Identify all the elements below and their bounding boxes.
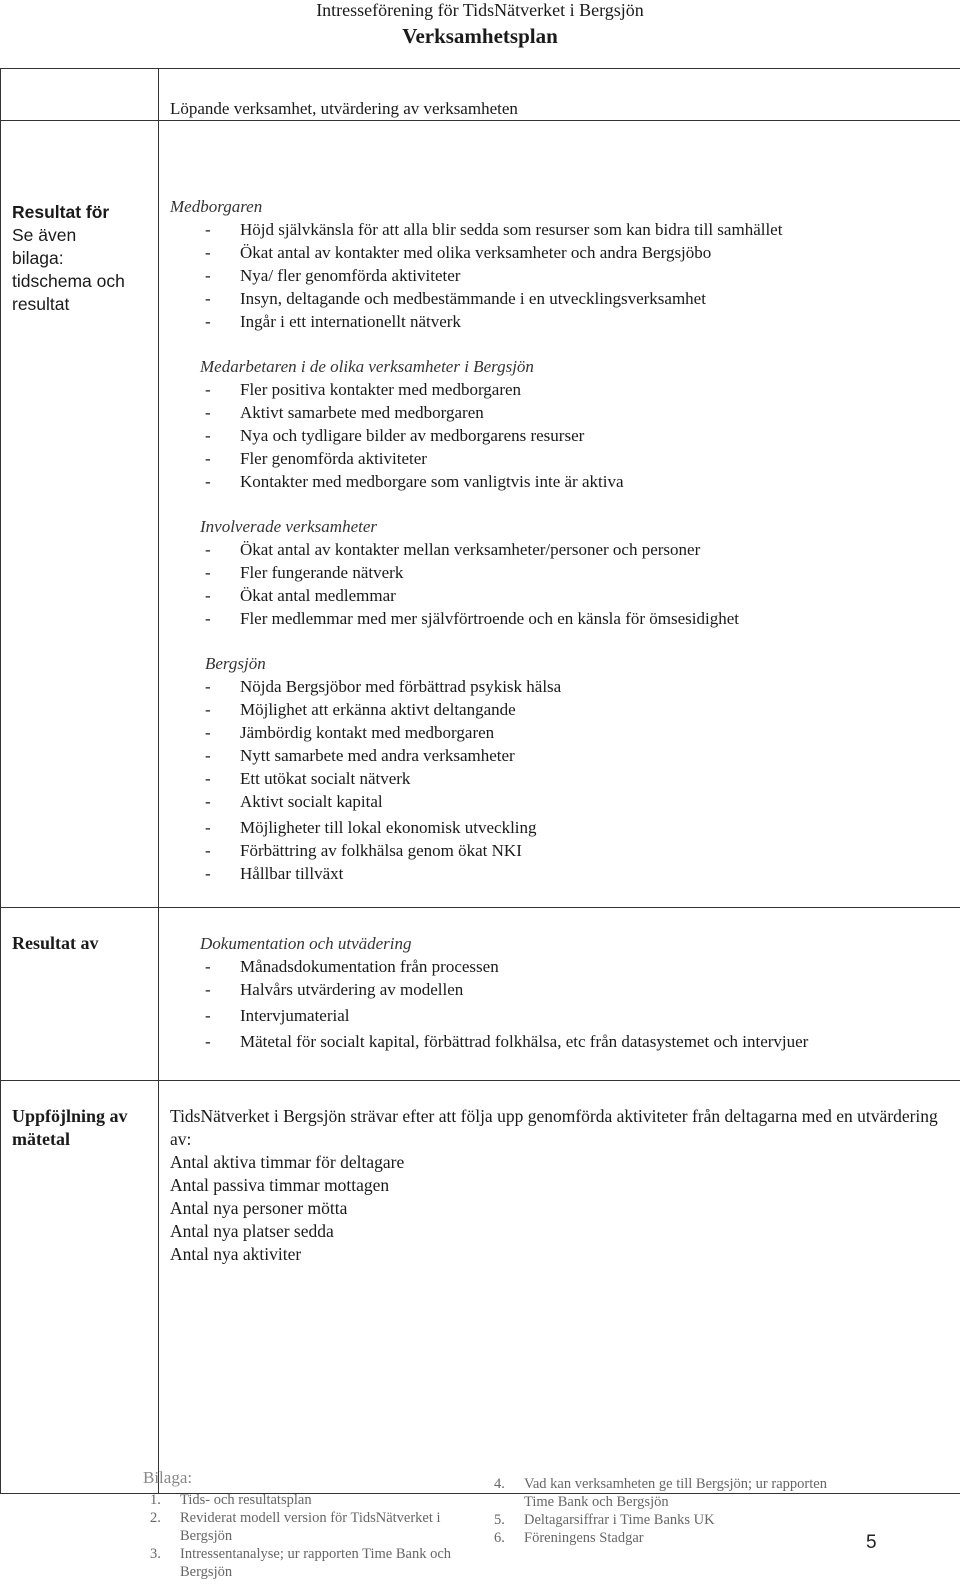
group-organizations (200, 515, 960, 538)
empty-label-cell (1, 69, 159, 121)
citizen-list (200, 218, 960, 333)
section-heading: Löpande verksamhet, utvärdering av verksamheten (170, 99, 518, 118)
group-title: Involverade verksamheter (200, 517, 378, 536)
documentation-content-cell (159, 908, 960, 1081)
table-row-heading (1, 69, 960, 121)
organizations-list (200, 538, 960, 630)
list-item: - Månadsdokumentation från processen (205, 957, 499, 976)
header-organization: Intresseförening för TidsNätverket i Bergsjön (316, 0, 644, 20)
bergsjon-list (200, 675, 960, 885)
list-item: - Ökat antal av kontakter med olika verksamheter och andra Bergsjöbo (205, 243, 712, 262)
followup-line: Antal nya platser sedda (170, 1221, 334, 1241)
attachment-item: 2. Reviderat modell version för TidsNätverket i Bergsjön (150, 1510, 441, 1544)
document-title: Verksamhetsplan (402, 24, 558, 48)
list-item: - Höjd självkänsla för att alla blir sedda som resurser som kan bidra till samhället (205, 220, 783, 239)
footer-bilaga-label: Bilaga: (143, 1468, 193, 1487)
list-item: - Aktivt samarbete med medborgaren (205, 403, 484, 422)
results-label-title: Resultat för (12, 202, 110, 222)
list-item: - Jämbördig kontakt med medborgaren (205, 723, 495, 742)
table-row-documentation (1, 908, 960, 1081)
attachment-item: 5. Deltagarsiffrar i Time Banks UK (494, 1512, 715, 1528)
attachment-item: 4. Vad kan verksamheten ge till Bergsjön; ur rapporten Time Bank och Bergsjön (494, 1476, 827, 1510)
followup-intro: TidsNätverket i Bergsjön strävar efter att följa upp genomförda aktiviteter från deltagarna med en utvärdering av: (170, 1106, 938, 1149)
page-number: 5 (866, 1532, 877, 1553)
list-item: - Ökat antal medlemmar (205, 586, 396, 605)
list-item: - Ingår i ett internationellt nätverk (205, 312, 461, 331)
list-item: - Nytt samarbete med andra verksamheter (205, 746, 515, 765)
documentation-label: Resultat av (12, 933, 99, 953)
list-item: - Möjlighet att erkänna aktivt deltangande (205, 700, 516, 719)
documentation-label-cell (1, 908, 159, 1081)
plan-table (0, 68, 960, 1494)
footer-attachments-right (488, 1475, 850, 1547)
attachment-item: 1. Tids- och resultatsplan (150, 1492, 312, 1508)
list-item: - Möjligheter till lokal ekonomisk utveckling (205, 818, 537, 837)
list-item: - Intervjumaterial (205, 1006, 350, 1025)
followup-line: Antal passiva timmar mottagen (170, 1175, 390, 1195)
list-item: - Hållbar tillväxt (205, 864, 344, 883)
list-item: - Fler medlemmar med mer självförtroende och en känsla för ömsesidighet (205, 609, 739, 628)
group-title: Dokumentation och utvädering (200, 934, 412, 953)
group-citizen (170, 195, 960, 218)
followup-label-cell (1, 1081, 159, 1494)
list-item: - Fler genomförda aktiviteter (205, 449, 427, 468)
group-title: Medborgaren (170, 197, 263, 216)
list-item: - Förbättring av folkhälsa genom ökat NKI (205, 841, 522, 860)
staff-list (200, 378, 960, 493)
group-title: Bergsjön (205, 654, 266, 673)
section-heading-cell (159, 69, 960, 121)
group-staff (200, 355, 960, 378)
followup-content-cell (159, 1081, 960, 1494)
documentation-list (200, 955, 960, 1053)
list-item: - Aktivt socialt kapital (205, 792, 383, 811)
group-title: Medarbetaren i de olika verksamheter i Bergsjön (200, 357, 534, 376)
followup-line: Antal nya personer mötta (170, 1198, 348, 1218)
list-item: - Halvårs utvärdering av modellen (205, 980, 464, 999)
list-item: - Nya och tydligare bilder av medborgarens resurser (205, 426, 585, 445)
followup-label-line: Uppföjlning av (12, 1106, 128, 1126)
list-item: - Fler fungerande nätverk (205, 563, 404, 582)
list-item: - Kontakter med medborgare som vanligtvis inte är aktiva (205, 472, 624, 491)
group-bergsjon (205, 652, 960, 675)
list-item: - Ett utökat socialt nätverk (205, 769, 411, 788)
documentation-group (200, 932, 960, 955)
results-label-cell (1, 121, 159, 908)
list-item: - Nya/ fler genomförda aktiviteter (205, 266, 461, 285)
results-label-line: tidschema och (12, 271, 125, 291)
list-item: - Insyn, deltagande och medbestämmande i en utvecklingsverksamhet (205, 289, 706, 308)
attachment-item: 6. Föreningens Stadgar (494, 1530, 644, 1546)
table-row-followup (1, 1081, 960, 1494)
list-item: - Mätetal för socialt kapital, förbättrad folkhälsa, etc från datasystemet och intervjuer (205, 1032, 809, 1051)
footer-attachments-left (144, 1491, 479, 1581)
results-content-cell (159, 121, 960, 908)
followup-line: Antal aktiva timmar för deltagare (170, 1152, 405, 1172)
followup-line: Antal nya aktiviter (170, 1244, 302, 1264)
attachment-item: 3. Intressentanalyse; ur rapporten Time Bank och Bergsjön (150, 1546, 452, 1580)
list-item: - Ökat antal av kontakter mellan verksamheter/personer och personer (205, 540, 701, 559)
followup-label-line: mätetal (12, 1129, 70, 1149)
list-item: - Nöjda Bergsjöbor med förbättrad psykisk hälsa (205, 677, 562, 696)
table-row-results (1, 121, 960, 908)
results-label-line: bilaga: (12, 248, 64, 268)
results-label-line: Se även (12, 225, 77, 245)
results-label-line: resultat (12, 294, 70, 314)
list-item: - Fler positiva kontakter med medborgaren (205, 380, 522, 399)
